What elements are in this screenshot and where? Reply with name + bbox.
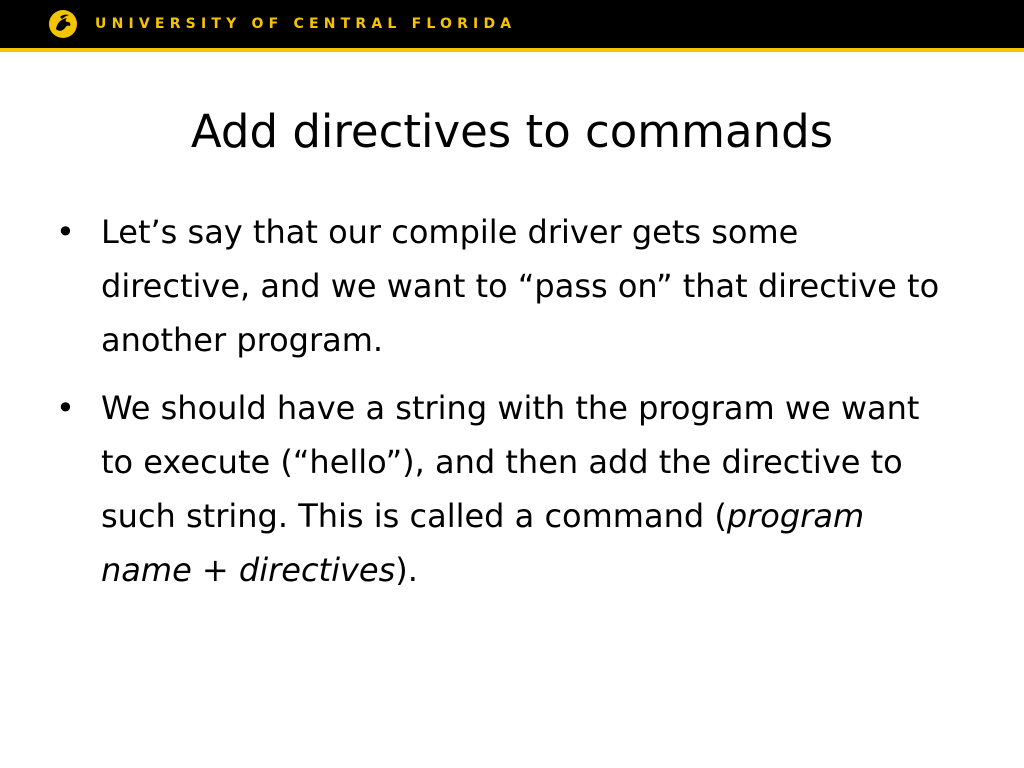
bullet-item	[56, 205, 956, 367]
header-banner	[0, 0, 1024, 48]
slide-title: Add directives to commands	[190, 105, 834, 158]
bullet-italic-text: program name + directives	[101, 497, 865, 589]
bullet-text: Let’s say that our compile driver gets some directive, and we want to “pass on” that directive to another program.	[101, 213, 940, 359]
bullet-point-icon: •	[56, 213, 75, 251]
pegasus-logo-icon	[48, 9, 78, 39]
bullet-list	[56, 205, 956, 611]
bullet-text: We should have a string with the program we want to execute (“hello”), and then add the directive to such string. This is called a command (	[101, 389, 920, 535]
institution-name: UNIVERSITY OF CENTRAL FLORIDA	[95, 16, 517, 32]
bullet-text-end: ).	[395, 551, 418, 589]
bullet-item	[56, 381, 956, 597]
header-stripe	[0, 48, 1024, 52]
bullet-point-icon: •	[56, 389, 75, 427]
